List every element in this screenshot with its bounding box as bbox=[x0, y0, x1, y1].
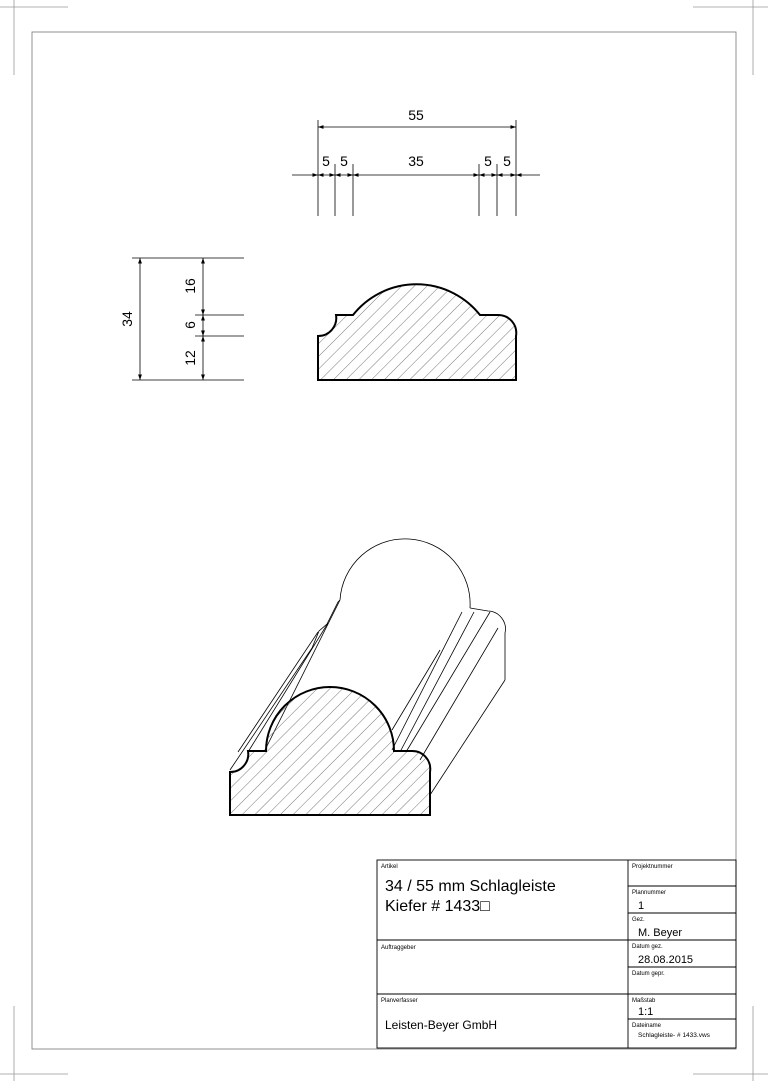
projektnummer-label: Projektnummer bbox=[632, 864, 673, 870]
plannummer-value: 1 bbox=[638, 900, 645, 912]
massstab-value: 1:1 bbox=[638, 1006, 654, 1018]
datum-gez-value: 28.08.2015 bbox=[638, 954, 694, 966]
datum-gepr-label: Datum gepr. bbox=[632, 971, 665, 977]
gez-value: M. Beyer bbox=[638, 927, 683, 939]
dateiname-label: Dateiname bbox=[632, 1023, 662, 1029]
dim-height-part: 12 bbox=[182, 350, 198, 366]
plannummer-label: Plannummer bbox=[632, 890, 667, 896]
planverfasser-label: Planverfasser bbox=[381, 998, 418, 1004]
height-dimension-labels bbox=[119, 278, 198, 366]
profile-cross-section bbox=[318, 284, 516, 380]
planverfasser-value: Leisten-Beyer GmbH bbox=[385, 1018, 498, 1032]
sheet-border bbox=[32, 32, 736, 1049]
front-cross-section bbox=[230, 687, 430, 815]
dim-width-part: 5 bbox=[340, 153, 348, 169]
dim-overall-height: 34 bbox=[119, 311, 135, 327]
width-dimension-labels bbox=[322, 107, 511, 169]
dim-width-part: 35 bbox=[408, 153, 424, 169]
dim-overall-width: 55 bbox=[408, 107, 424, 123]
title-block-text bbox=[381, 864, 711, 1039]
artikel-subtitle: Kiefer # 1433□ bbox=[385, 898, 490, 915]
artikel-title: 34 / 55 mm Schlagleiste bbox=[385, 878, 556, 895]
datum-gez-label: Datum gez. bbox=[632, 944, 663, 950]
massstab-label: Maßstab bbox=[632, 998, 656, 1004]
dim-width-part: 5 bbox=[322, 153, 330, 169]
auftraggeber-label: Auftraggeber bbox=[381, 945, 416, 951]
dateiname-value: Schlagleiste- # 1433.vws bbox=[638, 1032, 710, 1039]
dim-height-part: 16 bbox=[182, 278, 198, 294]
artikel-label: Artikel bbox=[381, 864, 398, 870]
gez-label: Gez. bbox=[632, 917, 645, 923]
dim-width-part: 5 bbox=[484, 153, 492, 169]
dim-width-part: 5 bbox=[503, 153, 511, 169]
dim-height-part: 6 bbox=[182, 321, 198, 329]
